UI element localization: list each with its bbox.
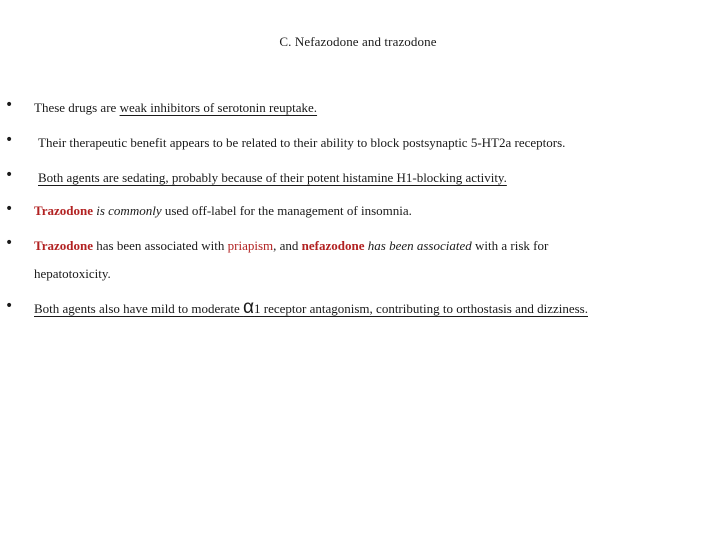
bullet-5-text xyxy=(34,238,548,254)
bullet-4-text xyxy=(34,203,412,219)
bullet-4-rest: used off-label for the management of insomnia. xyxy=(161,203,412,218)
bullet-marker: • xyxy=(5,235,14,251)
bullet-5-italic: has been associated xyxy=(364,238,472,253)
priapism-term: priapism xyxy=(227,238,274,253)
bullet-6-post: 1 receptor antagonism, contributing to orthostasis and dizziness. xyxy=(254,301,588,316)
bullet-marker: • xyxy=(5,132,14,148)
bullet-3-underlined: Both agents are sedating, probably because of their potent histamine H1-blocking activity. xyxy=(38,170,507,185)
bullet-1-pre: These drugs are xyxy=(34,100,120,115)
bullet-5-line2: hepatotoxicity. xyxy=(34,266,111,281)
bullet-5-mid2: , and xyxy=(273,238,302,253)
drug-name-trazodone: Trazodone xyxy=(34,203,93,218)
bullet-2-text xyxy=(38,135,565,151)
bullet-marker: • xyxy=(5,167,14,183)
drug-name-trazodone: Trazodone xyxy=(34,238,93,253)
bullet-marker: • xyxy=(5,201,14,217)
alpha-symbol: α xyxy=(243,297,255,318)
slide-title: C. Nefazodone and trazodone xyxy=(279,34,437,49)
bullet-5-rest: with a risk for xyxy=(471,238,549,253)
bullet-5-continuation xyxy=(34,266,111,282)
bullet-3-text xyxy=(38,170,507,186)
bullet-6-text xyxy=(34,297,588,319)
bullet-marker: • xyxy=(5,97,14,113)
bullet-4-italic: is commonly xyxy=(92,203,162,218)
bullet-6-pre: Both agents also have mild to moderate xyxy=(34,301,244,316)
bullet-marker: • xyxy=(5,298,14,314)
bullet-1-text xyxy=(34,100,317,116)
bullet-5-mid1: has been associated with xyxy=(92,238,228,253)
bullet-1-underlined: weak inhibitors of serotonin reuptake. xyxy=(119,100,318,115)
drug-name-nefazodone: nefazodone xyxy=(301,238,365,253)
bullet-2-body: Their therapeutic benefit appears to be related to their ability to block postsynaptic 5-HT2a receptors. xyxy=(38,135,566,150)
